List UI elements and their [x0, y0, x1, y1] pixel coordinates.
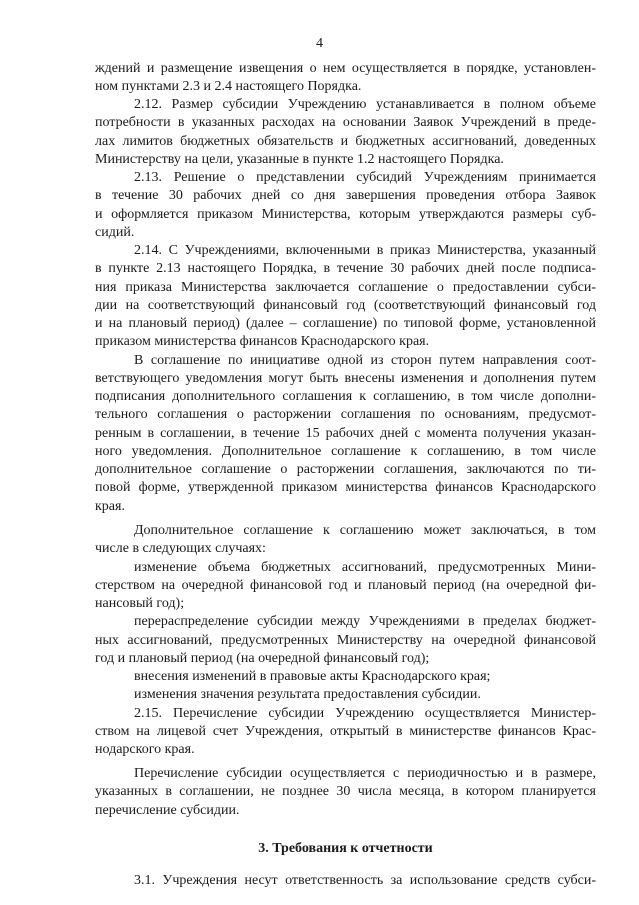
- text-line: ством на лицевой счет Учреждения, открытый в министерстве финансов Крас-: [95, 724, 596, 739]
- text-line: внесения изменений в правовые акты Краснодарского края;: [134, 669, 491, 684]
- text-line: перечисление субсидии.: [95, 803, 240, 818]
- text-line: подписания дополнительного соглашения к соглашению, в том числе дополни-: [95, 389, 596, 404]
- text-line: 2.12. Размер субсидии Учреждению устанавливается в полном объеме: [134, 97, 596, 112]
- text-line: потребности в указанных расходах на основании Заявок Учреждений в преде-: [95, 115, 596, 130]
- text-line: сидий.: [95, 225, 135, 240]
- text-line: ных ассигнований, предусмотренных Министерству на очередной финансовой: [95, 633, 596, 648]
- text-line: стерством на очередной финансовой год и плановый период (на очередной фи-: [95, 578, 596, 593]
- text-line: в течение 30 рабочих дней со дня завершения проведения отбора Заявок: [95, 188, 596, 203]
- text-line: перераспределение субсидии между Учреждениями в пределах бюджет-: [134, 614, 596, 629]
- text-line: год и плановый период (на очередной финансовый год);: [95, 651, 430, 666]
- text-line: приказом министерства финансов Краснодарского края.: [95, 334, 430, 349]
- text-line: ветствующего уведомления могут быть внесены изменения и дополнения путем: [95, 371, 596, 386]
- text-line: тельного соглашения о расторжении соглашения по основаниям, предусмот-: [95, 407, 596, 422]
- text-line: 2.13. Решение о представлении субсидий Учреждениям принимается: [134, 170, 596, 185]
- text-line: ренным в соглашении, в течение 15 рабочих дней с момента получения указан-: [95, 426, 596, 441]
- section-heading: 3. Требования к отчетности: [258, 841, 433, 856]
- text-line: ния приказа Министерства заключается соглашение о предоставлении субси-: [95, 280, 596, 295]
- page-number: 4: [316, 36, 323, 51]
- text-line: ного уведомления. Дополнительное соглашение к соглашению, в том числе: [95, 444, 596, 459]
- text-line: 2.15. Перечисление субсидии Учреждению осуществляется Министер-: [134, 706, 596, 721]
- text-line: указанных в соглашении, не позднее 30 числа месяца, в котором планируется: [95, 784, 596, 799]
- text-line: и оформляется приказом Министерства, которым утверждаются размеры суб-: [95, 207, 596, 222]
- text-line: 2.14. С Учреждениями, включенными в приказ Министерства, указанный: [134, 243, 596, 258]
- text-line: и на плановый период) (далее – соглашение) по типовой форме, установленной: [95, 316, 596, 331]
- text-line: в пункте 2.13 настоящего Порядка, в течение 30 рабочих дней после подписа-: [95, 261, 596, 276]
- text-line: изменения значения результата предоставления субсидии.: [134, 687, 481, 702]
- text-line: нансовый год);: [95, 596, 185, 611]
- text-line: числе в следующих случаях:: [95, 541, 266, 556]
- text-line: Дополнительное соглашение к соглашению может заключаться, в том: [134, 523, 596, 538]
- text-line: Перечисление субсидии осуществляется с периодичностью и в размере,: [134, 766, 596, 781]
- text-line: дополнительное соглашение о расторжении соглашения, заключаются по ти-: [95, 462, 596, 477]
- text-line: нодарского края.: [95, 742, 195, 757]
- text-line: изменение объема бюджетных ассигнований, предусмотренных Мини-: [134, 560, 596, 575]
- text-line: края.: [95, 499, 125, 514]
- text-line: ждений и размещение извещения о нем осуществляется в порядке, установлен-: [95, 61, 596, 76]
- text-line: ном пунктами 2.3 и 2.4 настоящего Порядка.: [95, 79, 362, 94]
- text-line: повой форме, утвержденной приказом министерства финансов Краснодарского: [95, 480, 596, 495]
- text-line: 3.1. Учреждения несут ответственность за использование средств субси-: [134, 873, 596, 888]
- text-line: Министерству на цели, указанные в пункте 1.2 настоящего Порядка.: [95, 152, 504, 167]
- text-line: лах лимитов бюджетных обязательств и бюджетных ассигнований, доведенных: [95, 134, 596, 149]
- text-line: В соглашение по инициативе одной из сторон путем направления соот-: [134, 353, 596, 368]
- text-line: дии на соответствующий финансовый год (соответствующий финансовый год: [95, 298, 596, 313]
